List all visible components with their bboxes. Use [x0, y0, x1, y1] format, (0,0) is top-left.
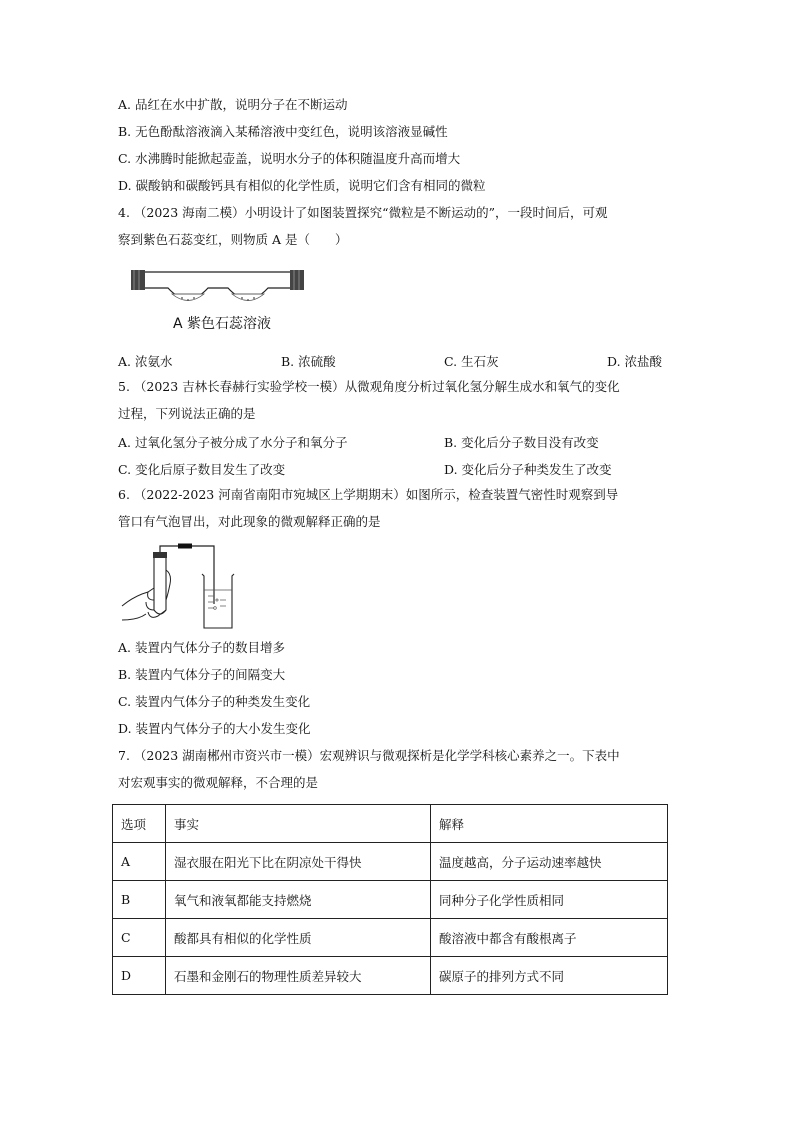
q4-apparatus-figure [130, 266, 305, 316]
table-cell: 石墨和金刚石的物理性质差异较大 [166, 957, 431, 995]
q6-stem-line2: 管口有气泡冒出，对此现象的微观解释正确的是 [118, 514, 381, 529]
q4-option-a: A. 浓氨水 [118, 354, 173, 369]
q4-option-c: C. 生石灰 [444, 354, 499, 369]
delivery-tube [160, 546, 214, 604]
left-stopper [131, 270, 145, 290]
q3-option-c: C. 水沸腾时能掀起壶盖，说明水分子的体积随温度升高而增大 [118, 151, 461, 166]
table-cell: B [113, 881, 166, 919]
table-cell: A [113, 843, 166, 881]
table-cell: 同种分子化学性质相同 [431, 881, 668, 919]
table-header-cell: 选项 [113, 805, 166, 843]
q3-option-a: A. 品红在水中扩散，说明分子在不断运动 [118, 97, 348, 112]
beaker [202, 574, 234, 628]
table-cell: 温度越高，分子运动速率越快 [431, 843, 668, 881]
q5-stem-line1: 5. （2023 吉林长春赫行实验学校一模）从微观角度分析过氧化氢分解生成水和氧气的变化 [118, 379, 620, 394]
q6-apparatus-figure [120, 540, 250, 632]
q6-option-b: B. 装置内气体分子的间隔变大 [118, 667, 286, 682]
q4-stem-line2: 察到紫色石蕊变红，则物质 A 是（ ） [118, 232, 348, 247]
q4-stem-line1: 4. （2023 海南二模）小明设计了如图装置探究“微粒是不断运动的”，一段时间后，可观 [118, 205, 608, 220]
q7-stem-line2: 对宏观事实的微观解释，不合理的是 [118, 775, 319, 790]
q4-option-d: D. 浓盐酸 [607, 354, 663, 369]
q7-stem-line1: 7. （2023 湖南郴州市资兴市一模）宏观辨识与微观探析是化学学科核心素养之一。下表中 [118, 748, 620, 763]
stopper [153, 552, 167, 558]
q5-stem-line2: 过程，下列说法正确的是 [118, 406, 256, 421]
table-header-cell: 事实 [166, 805, 431, 843]
q3-option-b: B. 无色酚酞溶液滴入某稀溶液中变红色，说明该溶液显碱性 [118, 124, 448, 139]
q5-option-d: D. 变化后分子种类发生了改变 [444, 462, 612, 477]
right-stopper [290, 270, 304, 290]
q7-table [112, 804, 668, 995]
table-cell: 氧气和液氧都能支持燃烧 [166, 881, 431, 919]
hand-icon [122, 570, 171, 620]
table-cell: 酸溶液中都含有酸根离子 [431, 919, 668, 957]
table-cell: 湿衣服在阳光下比在阴凉处干得快 [166, 843, 431, 881]
test-tube [154, 556, 166, 614]
q5-option-b: B. 变化后分子数目没有改变 [444, 435, 599, 450]
table-cell: D [113, 957, 166, 995]
q4-figure-caption: A 紫色石蕊溶液 [173, 316, 272, 332]
q3-option-d: D. 碳酸钠和碳酸钙具有相似的化学性质，说明它们含有相同的微粒 [118, 178, 486, 193]
q6-option-c: C. 装置内气体分子的种类发生变化 [118, 694, 311, 709]
table-row [113, 843, 668, 881]
table-header-row [113, 805, 668, 843]
table-cell: 酸都具有相似的化学性质 [166, 919, 431, 957]
table-cell: 碳原子的排列方式不同 [431, 957, 668, 995]
table-cell: C [113, 919, 166, 957]
q4-option-b: B. 浓硫酸 [281, 354, 336, 369]
table-row [113, 881, 668, 919]
q6-stem-line1: 6. （2022-2023 河南省南阳市宛城区上学期期末）如图所示，检查装置气密性时观察到导 [118, 487, 619, 502]
table-header-cell: 解释 [431, 805, 668, 843]
q5-option-c: C. 变化后原子数目发生了改变 [118, 462, 286, 477]
table-row [113, 957, 668, 995]
q6-option-d: D. 装置内气体分子的大小发生变化 [118, 721, 311, 736]
q6-option-a: A. 装置内气体分子的数目增多 [118, 640, 285, 655]
q5-option-a: A. 过氧化氢分子被分成了水分子和氧分子 [118, 435, 348, 450]
table-row [113, 919, 668, 957]
